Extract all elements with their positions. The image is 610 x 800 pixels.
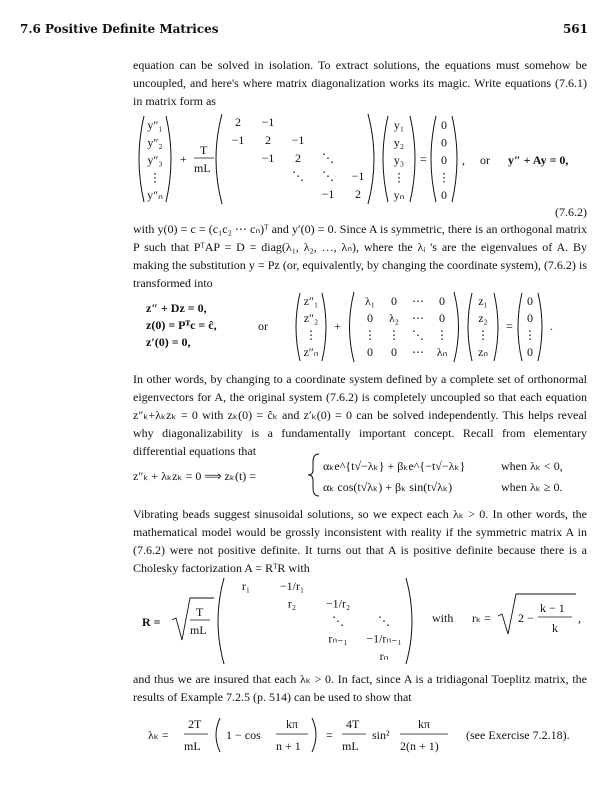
matrix-entry: −1 xyxy=(291,133,305,147)
vector-entry: 0 xyxy=(441,188,447,202)
equation-piecewise-solution xyxy=(133,452,593,498)
page-number: 561 xyxy=(562,22,588,36)
matrix-entry: ⋱ xyxy=(378,614,390,628)
matrix-entry: −1 xyxy=(261,115,275,129)
paragraph-uncoupled: In other words, by changing to a coordinate system defined by a complete set of orthonormal eigenvectors for A, the original system (7.6.2) is completely uncoupled so that each equation z″ₖ+λₖzₖ = 0 with zₖ(0) = ĉₖ and z′ₖ(0) = 0 can be solved independently. This helps reveal why diagonalizability is a fundamentally important concept. Recall from elementary differential equations that xyxy=(133,372,587,458)
matrix-entry: 0 xyxy=(391,345,397,359)
condition-negative: when λₖ < 0, xyxy=(501,459,563,473)
equals-sign: = xyxy=(506,319,513,333)
plus-sign: + xyxy=(334,319,341,333)
rk-two: 2 − xyxy=(518,611,534,625)
equals-sign: = xyxy=(326,728,333,742)
vector-entry: 0 xyxy=(441,153,447,167)
vector-entry: y″ₙ xyxy=(147,188,163,202)
vector-entry: y₃ xyxy=(393,153,405,167)
frac1-den: mL xyxy=(184,739,201,753)
vector-entry: ⋮ xyxy=(305,328,317,342)
compact-form: y″ + Ay = 0, xyxy=(508,153,569,167)
vector-entry: z″ₙ xyxy=(303,345,319,359)
sqrt-den: mL xyxy=(190,623,207,637)
vector-entry: z₁ xyxy=(478,294,488,308)
rk-num: k − 1 xyxy=(540,601,565,615)
running-header xyxy=(20,22,588,38)
matrix-entry: ⋱ xyxy=(322,169,334,183)
matrix-entry: λₙ xyxy=(436,345,448,359)
vector-entry: 0 xyxy=(441,118,447,132)
matrix-entry: λ₂ xyxy=(388,311,400,325)
transformed-system xyxy=(146,300,217,351)
eq-line-3: z′(0) = 0, xyxy=(146,335,191,349)
period: . xyxy=(550,319,553,333)
vector-entry: yₙ xyxy=(393,188,405,202)
frac2-den: n + 1 xyxy=(276,739,301,753)
frac4-den: 2(n + 1) xyxy=(400,739,439,753)
matrix-entry: ⋱ xyxy=(292,169,304,183)
matrix-entry: 2 xyxy=(235,115,241,129)
cholesky-matrix xyxy=(242,579,402,663)
r-label: R = xyxy=(142,615,161,629)
matrix-entry: ⋮ xyxy=(388,328,400,342)
matrix-entry: λ₁ xyxy=(364,294,376,308)
equation-number: (7.6.2) xyxy=(555,205,587,219)
vector-entry: y″₃ xyxy=(147,153,163,167)
z-second-derivative-vector xyxy=(303,294,318,359)
rk-tail: , xyxy=(578,611,581,625)
zero-vector xyxy=(438,118,450,202)
vector-entry: ⋮ xyxy=(438,170,450,185)
matrix-entry: −1 xyxy=(231,133,245,147)
frac3-num: 4T xyxy=(346,717,360,731)
matrix-entry: −1/r₂ xyxy=(325,596,351,611)
vector-entry: 0 xyxy=(527,311,533,325)
matrix-entry: −1 xyxy=(351,169,365,183)
matrix-entry: ⋱ xyxy=(412,328,424,342)
with-text: with xyxy=(432,611,454,625)
vector-entry: y₂ xyxy=(393,135,405,150)
condition-nonnegative: when λₖ ≥ 0. xyxy=(501,480,563,494)
matrix-entry: ⋱ xyxy=(322,151,334,165)
comma: , xyxy=(462,153,465,167)
matrix-entry: −1/rₙ₋₁ xyxy=(366,631,402,646)
frac3-den: mL xyxy=(342,739,359,753)
matrix-entry: −1 xyxy=(321,187,335,201)
exercise-note: (see Exercise 7.2.18). xyxy=(466,728,570,742)
matrix-entry: ⋮ xyxy=(436,328,448,342)
vector-entry: y″₁ xyxy=(147,118,163,132)
coef-den: mL xyxy=(194,161,211,175)
sin-squared: sin² xyxy=(372,728,390,742)
zero-vector xyxy=(524,294,536,359)
vector-entry: 0 xyxy=(527,345,533,359)
rk-den: k xyxy=(552,621,558,635)
matrix-entry: 2 xyxy=(265,133,271,147)
matrix-entry: ⋯ xyxy=(412,311,424,325)
matrix-entry: 0 xyxy=(439,294,445,308)
vector-entry: ⋮ xyxy=(477,328,489,342)
ode-lhs: z″ₖ + λₖzₖ = 0 ⟹ zₖ(t) = xyxy=(133,469,257,483)
tridiagonal-matrix xyxy=(232,115,365,201)
frac2-num: kπ xyxy=(286,717,299,731)
vector-entry: 0 xyxy=(441,135,447,150)
matrix-entry: ⋱ xyxy=(332,614,344,628)
rk-label: rₖ = xyxy=(472,611,491,625)
frac4-num: kπ xyxy=(418,717,431,731)
vector-entry: y″₂ xyxy=(147,135,163,150)
vector-entry: y₁ xyxy=(393,118,405,132)
matrix-entry: r₁ xyxy=(241,579,251,593)
case-nonnegative: αₖ cos(t√λₖ) + βₖ sin(t√λₖ) xyxy=(323,480,453,494)
paragraph-diagonalization: with y(0) = c = (c₁c₂ ⋯ cₙ)ᵀ and y′(0) = 0. Since A is symmetric, there is an orthogonal matrix P such that PᵀAP = D = diag(λ₁, λ₂, …, λₙ), where the λᵢ 's are the eigenvalues of A. By making the substitution y = Pz (or, equivalently, by changing the coordinate system), (7.6.2) is transformed into xyxy=(133,222,587,290)
vector-entry: ⋮ xyxy=(149,170,161,185)
sqrt-num: T xyxy=(196,605,204,619)
section-title: 7.6 Positive Definite Matrices xyxy=(20,22,219,36)
matrix-entry: 0 xyxy=(439,311,445,325)
paren-content: 1 − cos xyxy=(226,728,261,742)
paragraph-positive-definite: Vibrating beads suggest sinusoidal solutions, so we expect each λₖ > 0. In other words, the mathematical model would be grossly inconsistent with reality if the symmetric matrix A in (7.6.2) were not positive definite. It turns out that A is positive definite because there is a Cholesky factorization A = RᵀR with xyxy=(133,507,587,575)
diagonal-matrix xyxy=(364,294,448,359)
matrix-entry: 2 xyxy=(295,151,301,165)
case-negative: αₖe^{t√−λₖ} + βₖe^{−t√−λₖ} xyxy=(323,459,466,473)
matrix-entry: −1 xyxy=(261,151,275,165)
plus-sign: + xyxy=(180,152,187,166)
y-vector xyxy=(393,118,405,202)
matrix-entry: ⋯ xyxy=(412,345,424,359)
eq-line-1: z″ + Dz = 0, xyxy=(146,301,207,315)
vector-entry: 0 xyxy=(527,294,533,308)
matrix-entry: ⋯ xyxy=(412,294,424,308)
paragraph-intro: equation can be solved in isolation. To extract solutions, the equations must somehow be uncoupled, and here's where matrix diagonalization works its magic. Write equations (7.6.1) in matrix form as xyxy=(133,58,587,108)
matrix-entry: 0 xyxy=(367,311,373,325)
matrix-entry: 0 xyxy=(391,294,397,308)
vector-entry: z₂ xyxy=(478,311,488,325)
matrix-entry: rₙ xyxy=(379,649,389,663)
vector-entry: zₙ xyxy=(477,345,489,359)
frac1-num: 2T xyxy=(188,717,202,731)
or-text: or xyxy=(258,319,268,333)
matrix-entry: rₙ₋₁ xyxy=(328,631,348,646)
lhs-vector xyxy=(147,118,163,202)
lambda-lhs: λₖ = xyxy=(148,728,169,742)
or-text: or xyxy=(480,153,490,167)
matrix-entry: r₂ xyxy=(287,596,297,611)
equals-sign: = xyxy=(420,152,427,166)
z-vector xyxy=(477,294,489,359)
vector-entry: z″₂ xyxy=(303,311,319,325)
paragraph-toeplitz: and thus we are insured that each λₖ > 0. In fact, since A is a tridiagonal Toeplitz matrix, the results of Example 7.2.5 (p. 514) can be used to show that xyxy=(133,672,587,704)
coef-num: T xyxy=(200,143,208,157)
matrix-entry: 2 xyxy=(355,187,361,201)
vector-entry: z″₁ xyxy=(303,294,319,308)
equation-eigenvalues xyxy=(148,712,588,758)
vector-entry: ⋮ xyxy=(393,170,405,185)
matrix-entry: 0 xyxy=(367,345,373,359)
matrix-entry: ⋮ xyxy=(364,328,376,342)
equation-matrix-system xyxy=(130,112,600,208)
vector-entry: ⋮ xyxy=(524,328,536,342)
matrix-entry: −1/r₁ xyxy=(279,579,305,593)
equation-cholesky-factor xyxy=(142,576,592,666)
equation-diagonal-system xyxy=(258,290,578,364)
eq-line-2: z(0) = Pᵀc = ĉ, xyxy=(146,318,217,332)
